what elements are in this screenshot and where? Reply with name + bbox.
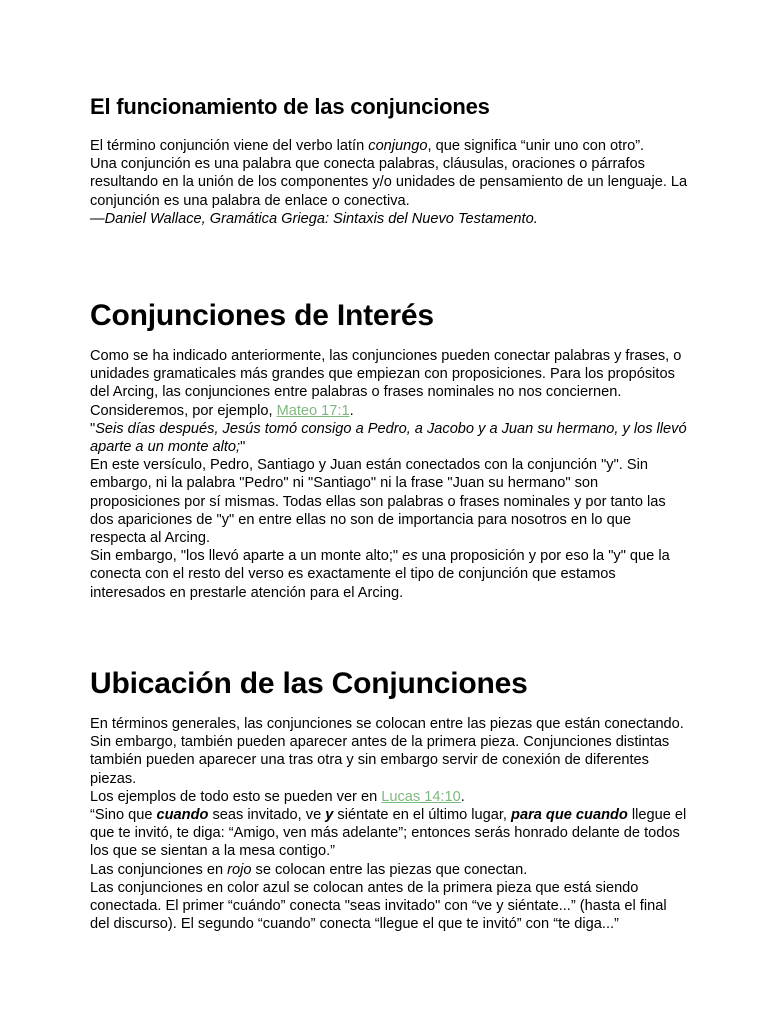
conjunction-para-que-cuando: para que cuando <box>511 807 628 824</box>
quote-mark: " <box>240 439 246 456</box>
text-run: una proposición y por eso la "y" que la conecta con el resto del verso es exactamente el tipo de conjunción que estamos interesados en prestarle atención para el Arcing. <box>90 548 670 601</box>
paragraph: En este versículo, Pedro, Santiago y Juan están conectados con la conjunción "y". Sin embargo, ni la palabra "Pedro" ni "Santiago" ni la frase "Juan su hermano" son proposiciones por sí mismas. Todas ellas son palabras o frases nominales y por tanto las dos apariciones de "y" en entre ellas no son de importancia para nosotros en lo que respecta al Arcing. <box>90 457 666 547</box>
citation-text: —Daniel Wallace, Gramática Griega: Sintaxis del Nuevo Testamento. <box>90 210 538 227</box>
paragraph <box>90 788 690 806</box>
italic-term: es <box>402 548 418 565</box>
paragraph: Una conjunción es una palabra que conecta palabras, cláusulas, oraciones o párrafos resultando en la unión de los componentes y/o unidades de pensamiento de un lenguaje. La conjunción es una palabra de enlace o conectiva. <box>90 156 688 209</box>
quote <box>90 420 690 456</box>
text-run: “Sino que <box>90 807 157 824</box>
text-run: . <box>349 402 354 419</box>
conjunction-y: y <box>325 807 334 824</box>
text-run: . <box>460 788 465 805</box>
section-title-ubicacion: Ubicación de las Conjunciones <box>90 667 528 700</box>
text-run: Como se ha indicado anteriormente, las conjunciones pueden conectar palabras y frases, o unidades gramaticales más grandes que empiezan con proposiciones. Para los propósitos del Arcing, las conjunciones entre palabras o frases nominales no nos conciernen. Consideremos, por ejemplo, <box>90 348 682 419</box>
paragraph: Las conjunciones en color azul se colocan antes de la primera pieza que está siendo conectada. El primer “cuándo” conecta "seas invitado" con “ve y siéntate...” (hasta el final del discurso). El segundo “cuando” conecta “llegue el que te invitó” con “te diga...” <box>90 879 667 933</box>
text-run: se colocan entre las piezas que conectan. <box>251 861 528 878</box>
paragraph <box>90 137 690 155</box>
quote <box>90 806 690 861</box>
link-mateo[interactable]: Mateo 17:1 <box>276 402 350 419</box>
italic-term: conjungo <box>368 138 428 154</box>
paragraph: En términos generales, las conjunciones se colocan entre las piezas que están conectando. Sin embargo, también pueden aparecer antes de la primera pieza. Conjunciones distintas también pueden aparecer una tras otra y sin embargo servir de conexión de diferentes piezas. <box>90 716 684 787</box>
paragraph <box>90 861 690 879</box>
text-run: Los ejemplos de todo esto se pueden ver en <box>90 788 382 805</box>
text-run: siéntate en el último lugar, <box>333 807 512 824</box>
quote-text: Seis días después, Jesús tomó consigo a Pedro, a Jacobo y a Juan su hermano, y los llevó aparte a un monte alto; <box>90 420 687 456</box>
text-run: , que significa “unir uno con otro”. <box>427 138 645 154</box>
text-run: El término conjunción viene del verbo latín <box>90 138 369 154</box>
section-body-interes <box>90 347 690 602</box>
text-run: Sin embargo, "los llevó aparte a un monte alto;" <box>90 548 403 565</box>
paragraph <box>90 347 690 420</box>
text-run: llegue el que te invitó, te diga: “Amigo, ven más adelante”; entonces serás honrado delante de todos los que se sientan a la mesa contigo.” <box>90 807 687 860</box>
section-body-ubicacion <box>90 715 690 933</box>
conjunction-cuando: cuando <box>156 807 209 824</box>
section-title-interes: Conjunciones de Interés <box>90 299 434 332</box>
citation <box>90 210 690 228</box>
section-title-funcionamiento: El funcionamiento de las conjunciones <box>90 94 490 119</box>
italic-term: rojo <box>227 861 252 878</box>
link-lucas[interactable]: Lucas 14:10 <box>381 788 461 805</box>
section-body-funcionamiento <box>90 137 690 228</box>
text-run: seas invitado, ve <box>208 807 326 824</box>
quote-mark: " <box>90 420 96 437</box>
paragraph <box>90 547 690 602</box>
text-run: Las conjunciones en <box>90 861 228 878</box>
